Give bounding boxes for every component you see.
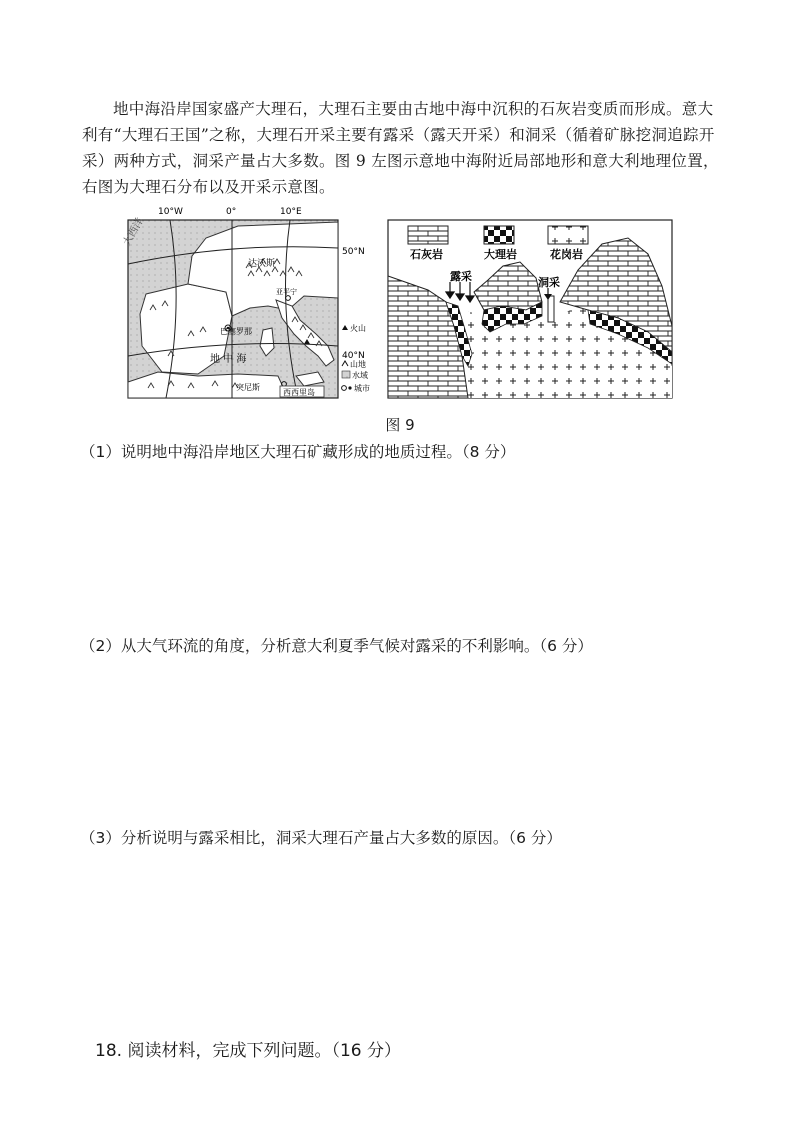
question-18-heading: 18. 阅读材料，完成下列问题。（16 分）: [95, 1041, 401, 1061]
limestone-swatch: [408, 226, 448, 244]
intro-paragraph: 地中海沿岸国家盛产大理石，大理石主要由古地中海中沉积的石灰岩变质而形成。意大利有“大理石王国”之称，大理石开采主要有露采（露天开采）和洞采（循着矿脉挖洞追踪开采）两种方式，洞采产量占大多数。图 9 左图示意地中海附近局部地形和意大利地理位置，右图为大理石分布以及开采示意图。: [82, 100, 719, 196]
place-label: 巴塞罗那: [220, 327, 252, 336]
lon-label: 10°E: [280, 207, 302, 217]
place-label: 突尼斯: [236, 383, 260, 392]
marble-label: 大理岩: [484, 248, 517, 261]
lon-label: 0°: [226, 207, 237, 217]
right-diagram: [388, 220, 672, 398]
place-label: 亚平宁: [276, 288, 297, 296]
volcano-legend-icon: [342, 325, 348, 330]
left-map: [120, 207, 370, 398]
mountain-legend-icon: [342, 361, 348, 366]
svg-text:水域: 水域: [352, 371, 368, 380]
svg-text:山地: 山地: [350, 360, 366, 369]
place-label: 达沃斯: [248, 259, 276, 269]
mediterranean-label: 地 中 海: [210, 354, 247, 365]
question-3: （3）分析说明与露采相比，洞采大理石产量占大多数的原因。（6 分）: [80, 829, 562, 847]
water-legend-icon: [342, 371, 350, 378]
lon-label: 10°W: [158, 207, 183, 217]
question-1: （1）说明地中海沿岸地区大理石矿藏形成的地质过程。（8 分）: [80, 443, 516, 461]
marble-swatch: [484, 226, 514, 244]
city-legend-icon: [342, 386, 347, 391]
granite-swatch: [548, 226, 588, 244]
lat-label: 40°N: [342, 351, 365, 361]
tunnel-label: 洞采: [538, 276, 560, 289]
place-label: 西西里岛: [283, 388, 315, 397]
svg-text:城市: 城市: [354, 384, 370, 393]
atlantic-label: 大西洋: [121, 216, 146, 248]
granite-label: 花岗岩: [550, 248, 583, 261]
open-pit-label: 露采: [450, 270, 472, 283]
tunnel-shaft: [548, 296, 554, 322]
figure-9: [121, 206, 673, 406]
limestone-label: 石灰岩: [410, 248, 443, 261]
svg-text:火山: 火山: [350, 324, 366, 333]
lat-label: 50°N: [342, 247, 365, 257]
figure-caption: 图 9: [385, 416, 415, 434]
question-2: （2）从大气环流的角度，分析意大利夏季气候对露采的不利影响。（6 分）: [80, 637, 593, 655]
